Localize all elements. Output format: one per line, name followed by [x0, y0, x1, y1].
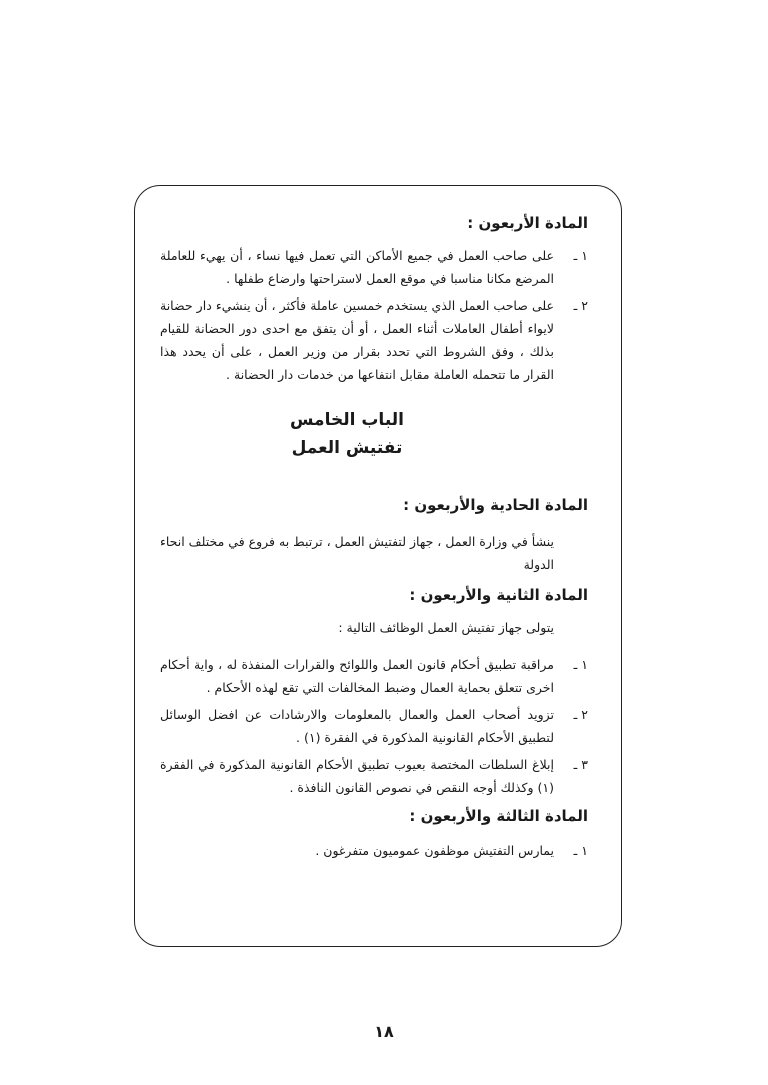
list-item [160, 703, 588, 749]
item-text: مراقبة تطبيق أحكام قانون العمل واللوائح والقرارات المنفذة له ، واية أحكام اخرى تتعلق بحماية العمال وضبط المخالفات التي تقع لهذه الأحكام . [160, 657, 554, 695]
chapter-number: الباب الخامس [290, 410, 404, 430]
article-42 [160, 584, 588, 799]
item-number: ١ ـ [573, 248, 588, 263]
item-text: على صاحب العمل في جميع الأماكن التي تعمل فيها نساء ، أن يهيء للعاملة المرضع مكانا مناسبا في موقع العمل لاستراحتها وارضاع طفلها . [160, 248, 554, 286]
article-41 [160, 494, 588, 576]
item-number: ٣ ـ [573, 757, 588, 772]
item-number: ١ ـ [573, 657, 588, 672]
item-text: على صاحب العمل الذي يستخدم خمسين عاملة فأكثر ، أن ينشيء دار حضانة لايواء أطفال العاملات أثناء العمل ، أو أن يتفق مع احدى دور الحضانة للقيام بذلك ، وفق الشروط التي تحدد بقرار من وزير العمل ، على أن يحدد هذا القرار ما تتحمله العاملة مقابل انتفاعها من خدمات دار الحضانة . [160, 298, 554, 382]
item-number: ٢ ـ [573, 707, 588, 722]
document-body [160, 212, 588, 866]
article-40-title: المادة الأربعون : [467, 214, 588, 232]
page-number: ١٨ [374, 1022, 394, 1041]
article-42-intro: يتولى جهاز تفتيش العمل الوظائف التالية : [338, 620, 554, 635]
chapter-heading [160, 406, 588, 462]
item-text: تزويد أصحاب العمل والعمال بالمعلومات والارشادات عن افضل الوسائل لتطبيق الأحكام القانونية المذكورة في الفقرة (١) . [160, 707, 554, 745]
article-43-items [160, 839, 588, 862]
article-42-title: المادة الثانية والأربعون : [409, 586, 588, 604]
item-text: يمارس التفتيش موظفون عموميون متفرغون . [315, 843, 554, 858]
article-43-title: المادة الثالثة والأربعون : [409, 807, 588, 825]
list-item [160, 244, 588, 290]
item-number: ١ ـ [573, 843, 588, 858]
list-item [160, 653, 588, 699]
article-41-title: المادة الحادية والأربعون : [403, 496, 588, 514]
article-41-text: ينشأ في وزارة العمل ، جهاز لتفتيش العمل ، ترتبط به فروع في مختلف انحاء الدولة [160, 534, 554, 572]
list-item [160, 753, 588, 799]
article-43 [160, 805, 588, 862]
article-40-items [160, 244, 588, 386]
list-item [160, 839, 588, 862]
article-42-items [160, 653, 588, 799]
article-40 [160, 212, 588, 386]
list-item [160, 294, 588, 386]
item-number: ٢ ـ [573, 298, 588, 313]
chapter-title: تفتيش العمل [291, 438, 403, 458]
item-text: إبلاغ السلطات المختصة بعيوب تطبيق الأحكام القانونية المذكورة في الفقرة (١) وكذلك أوجه النقص في نصوص القانون النافذة . [160, 757, 554, 795]
